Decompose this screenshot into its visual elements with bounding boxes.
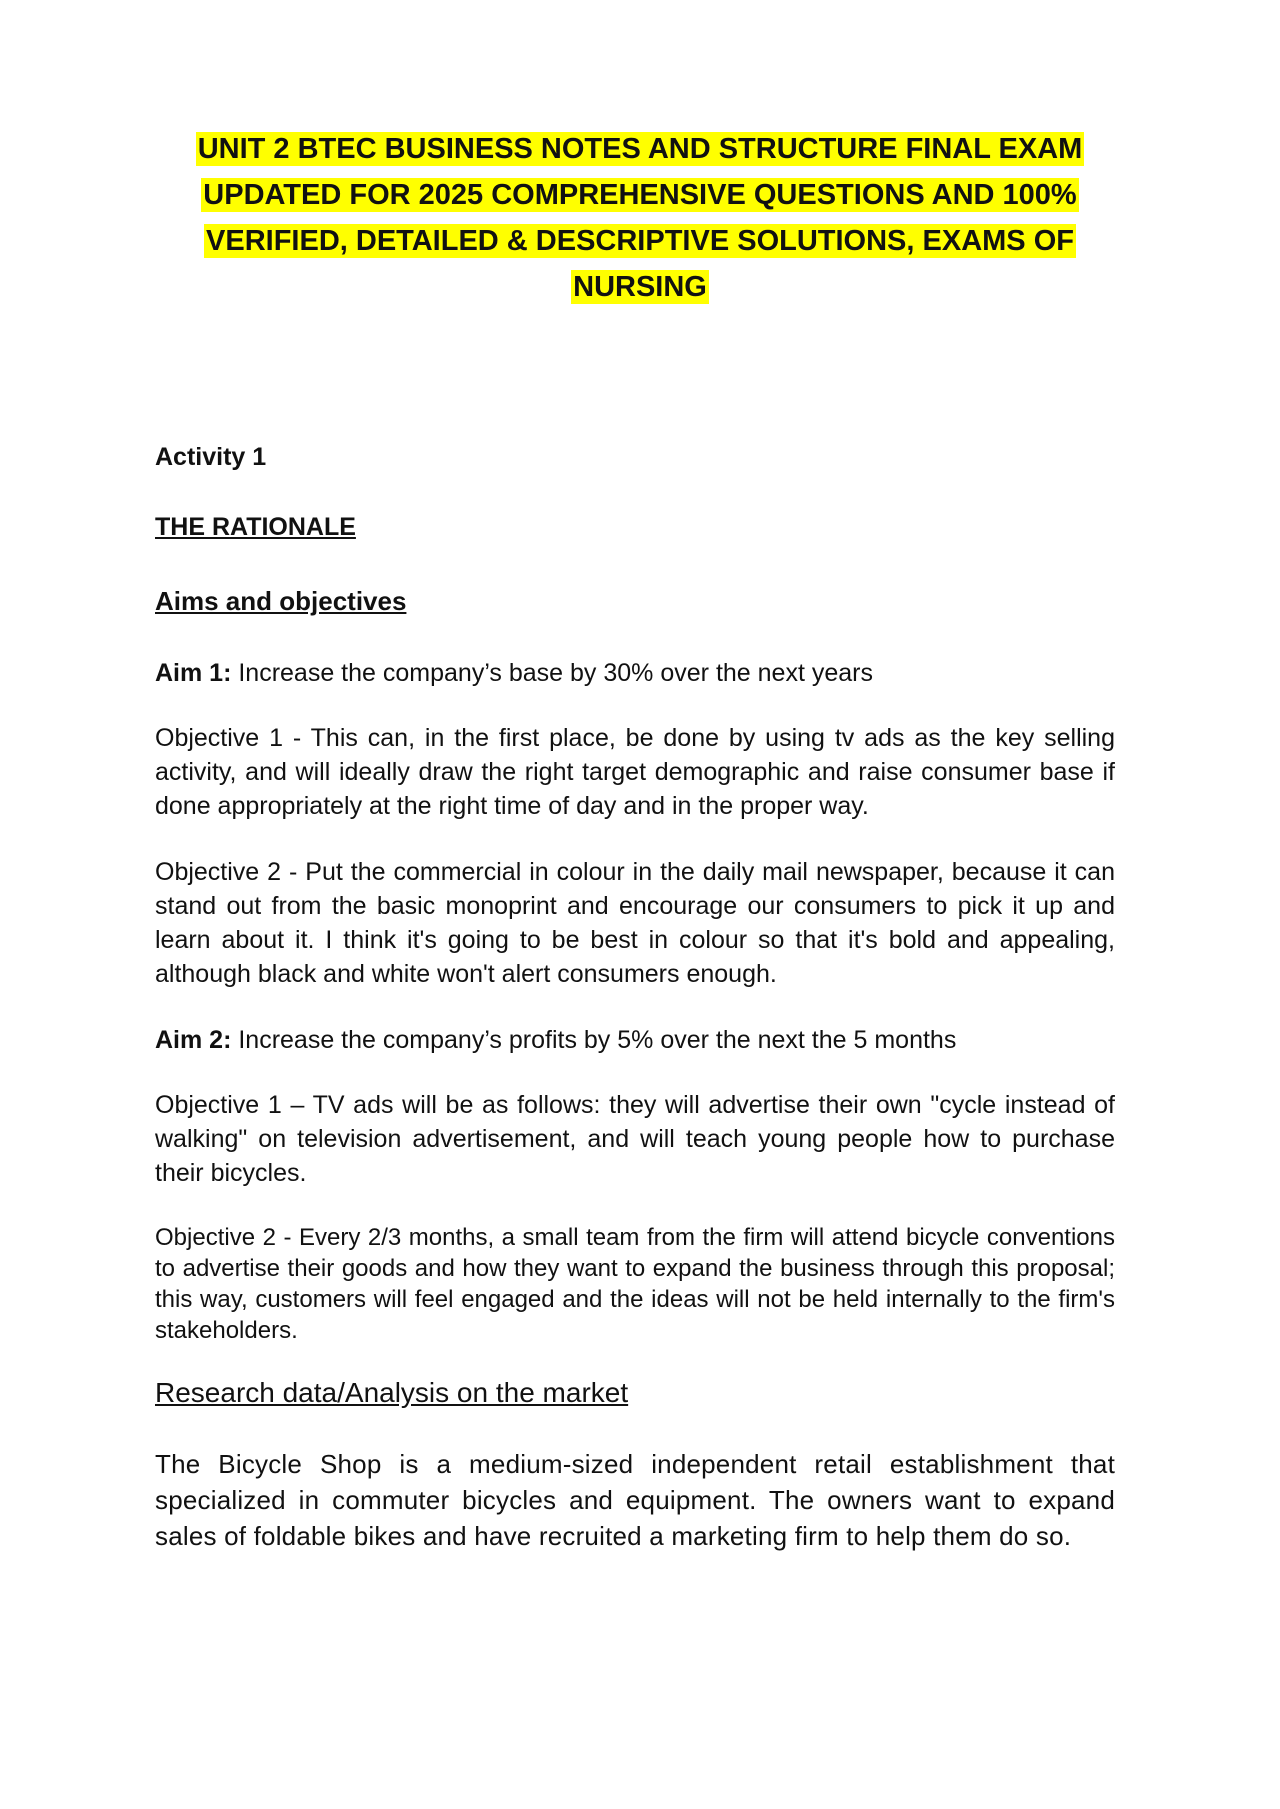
- title-highlight: UNIT 2 BTEC BUSINESS NOTES AND STRUCTURE FINAL EXAM UPDATED FOR 2025 COMPREHENSIVE QUESTIONS AND 100% VERIFIED, DETAILED & DESCRIPTIVE SOLUTIONS, EXAMS OF NURSING: [197, 133, 1083, 303]
- aim-2-objective-1: Objective 1 – TV ads will be as follows: they will advertise their own "cycle instead of walking" on television advertisement, and will teach young people how to purchase their bicycles.: [155, 1091, 1115, 1187]
- aim-1-label: Aim 1:: [155, 659, 232, 687]
- activity-heading: Activity 1: [155, 443, 267, 471]
- aim-1-objective-1: Objective 1 - This can, in the first place, be done by using tv ads as the key selling activity, and will ideally draw the right target demographic and raise consumer base if done appropriately at the right time of day and in the proper way.: [155, 724, 1115, 820]
- aim-1: [155, 656, 1115, 690]
- aims-objectives-heading: Aims and objectives: [155, 586, 407, 616]
- aim-2: [155, 1023, 1115, 1057]
- aim-2-text: Increase the company’s profits by 5% over the next the 5 months: [231, 1026, 957, 1054]
- aim-1-objective-2: Objective 2 - Put the commercial in colour in the daily mail newspaper, because it can stand out from the basic monoprint and encourage our consumers to pick it up and learn about it. I think it's going to be best in colour so that it's bold and appealing, although black and white won't alert consumers enough.: [155, 858, 1115, 988]
- document-body: [155, 440, 1115, 1586]
- research-paragraph: The Bicycle Shop is a medium-sized independent retail establishment that specialized in commuter bicycles and equipment. The owners want to expand sales of foldable bikes and have recruited a marketing firm to help them do so.: [155, 1449, 1115, 1551]
- aim-1-text: Increase the company’s base by 30% over the next years: [231, 659, 873, 687]
- rationale-heading: THE RATIONALE: [155, 513, 356, 541]
- aim-2-objective-2: Objective 2 - Every 2/3 months, a small team from the firm will attend bicycle conventions to advertise their goods and how they want to expand the business through this proposal; this way, customers will feel engaged and the ideas will not be held internally to the firm's stakeholders.: [155, 1224, 1115, 1344]
- document-title: [190, 126, 1090, 310]
- research-heading: Research data/Analysis on the market: [155, 1377, 629, 1408]
- aim-2-label: Aim 2:: [155, 1026, 232, 1054]
